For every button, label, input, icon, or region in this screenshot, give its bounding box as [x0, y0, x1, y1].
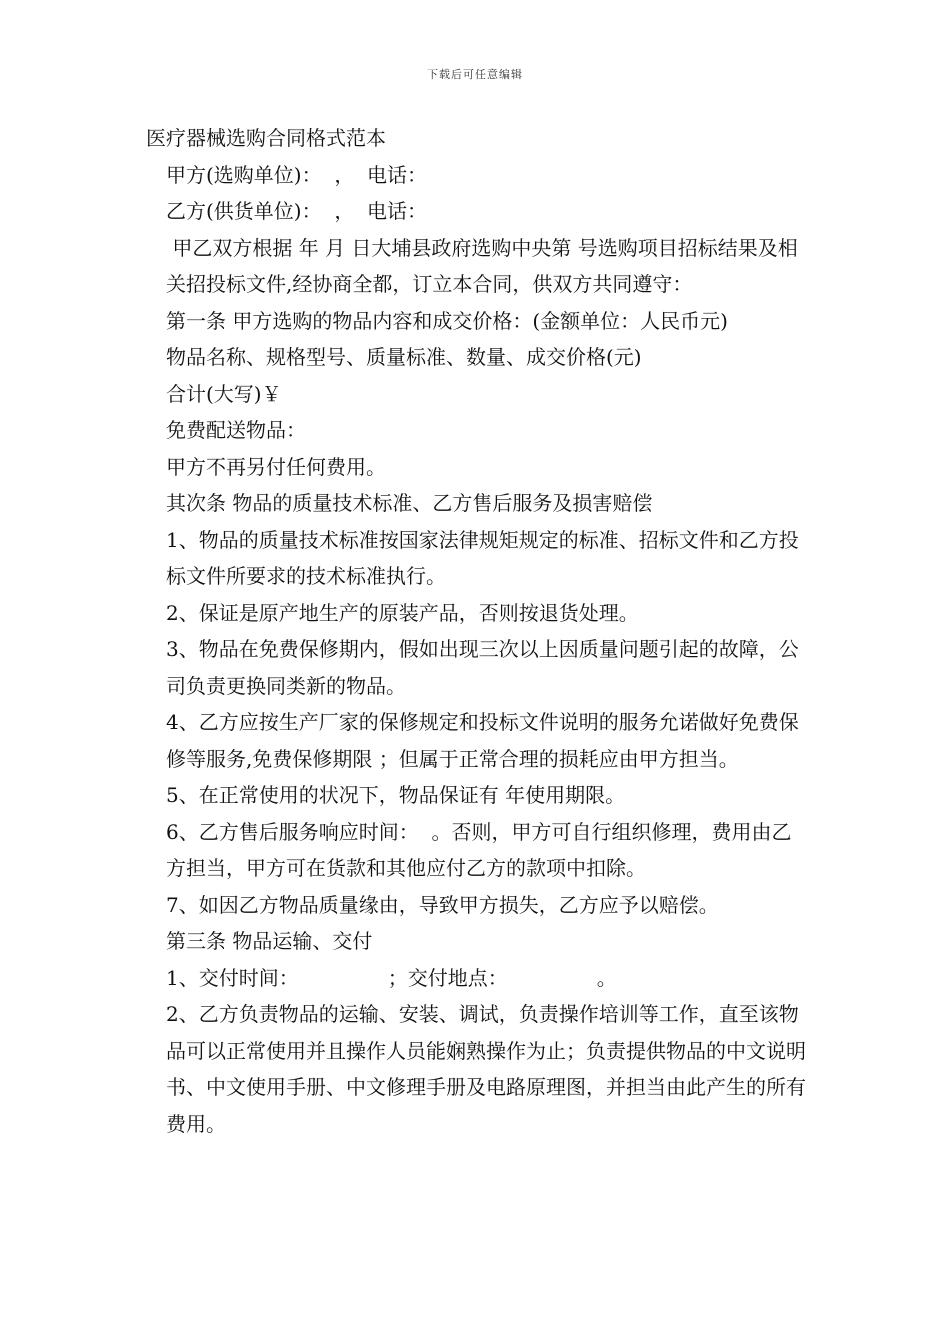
paragraph-article-3: 第三条 物品运输、交付 — [166, 929, 373, 953]
paragraph-article-2: 其次条 物品的质量技术标准、乙方售后服务及损害赔偿 — [166, 491, 653, 515]
paragraph-clause-3-1: 1、交付时间： ；交付地点： 。 — [166, 965, 617, 990]
paragraph-free-items: 免费配送物品： — [166, 418, 306, 442]
document-title: 医疗器械选购合同格式范本 — [146, 126, 386, 150]
paragraph-clause-2-4: 4、乙方应按生产厂家的保修规定和投标文件说明的服务允诺做好免费保修等服务,免费保修期限 ；但属于正常合理的损耗应由甲方担当。 — [166, 710, 799, 771]
paragraph-no-extra-fee: 甲方不再另付任何费用。 — [166, 454, 386, 479]
paragraph-article-1: 第一条 甲方选购的物品内容和成交价格：(金额单位：人民币元) — [166, 308, 728, 333]
paragraph-total: 合计(大写)￥ — [166, 381, 282, 406]
paragraph-party-a: 甲方(选购单位)： ， 电话： — [166, 162, 428, 187]
paragraph-preamble: 甲乙双方根据 年 月 日大埔县政府选购中央第 号选购项目招标结果及相关招投标文件,经协商全都，订立本合同，供双方共同遵守： — [166, 235, 798, 296]
paragraph-item-list: 物品名称、规格型号、质量标准、数量、成交价格(元) — [166, 345, 642, 369]
paragraph-clause-2-7: 7、如因乙方物品质量缘由，导致甲方损失，乙方应予以赔偿。 — [166, 892, 719, 917]
paragraph-clause-2-1: 1、物品的质量技术标准按国家法律规矩规定的标准、招标文件和乙方投标文件所要求的技术标准执行。 — [166, 527, 799, 588]
paragraph-party-b: 乙方(供货单位)： ， 电话： — [166, 199, 428, 223]
paragraph-clause-2-6: 6、乙方售后服务响应时间： 。否则，甲方可自行组织修理，费用由乙方担当，甲方可在货款和其他应付乙方的款项中扣除。 — [166, 819, 792, 880]
paragraph-clause-2-3: 3、物品在免费保修期内，假如出现三次以上因质量问题引起的故障，公司负责更换同类新的物品。 — [166, 637, 799, 698]
paragraph-clause-3-2: 2、乙方负责物品的运输、安装、调试，负责操作培训等工作，直至该物品可以正常使用并且操作人员能娴熟操作为止；负责提供物品的中文说明书、中文使用手册、中文修理手册及电路原理图，并担当由此产生的所有费用。 — [166, 1002, 806, 1136]
paragraph-clause-2-5: 5、在正常使用的状况下，物品保证有 年使用期限。 — [166, 783, 626, 807]
paragraph-clause-2-2: 2、保证是原产地生产的原装产品，否则按退货处理。 — [166, 600, 639, 625]
page-header-note: 下载后可任意编辑 — [427, 68, 523, 81]
document-body — [146, 120, 810, 1142]
